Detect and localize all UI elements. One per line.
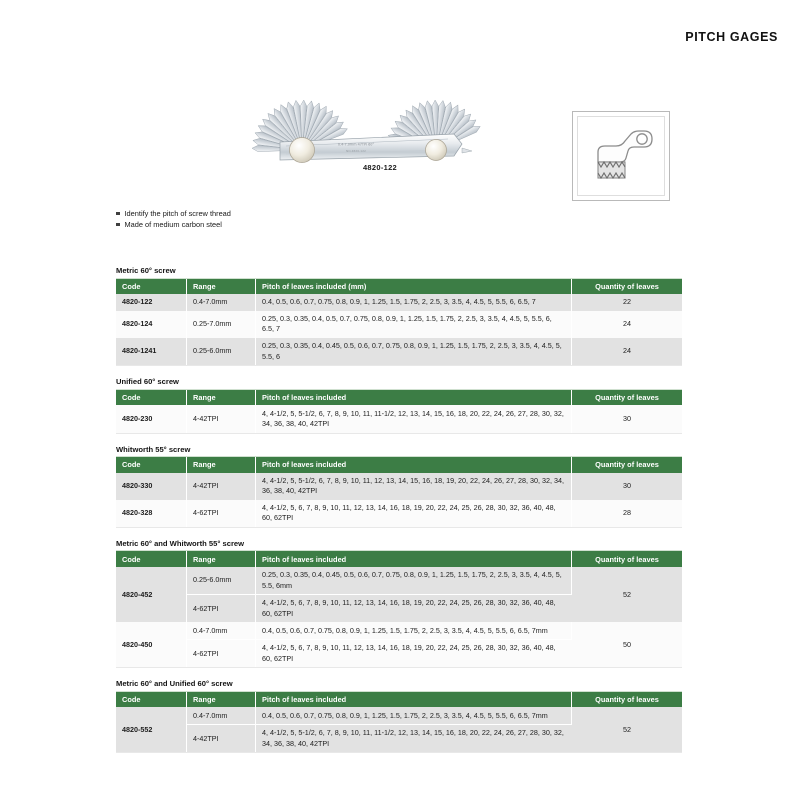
cell-code: 4820-328: [116, 500, 187, 527]
cell-quantity: 24: [572, 311, 683, 338]
cell-range: 0.4-7.0mm: [187, 294, 256, 311]
column-header-range: Range: [187, 390, 256, 406]
table-bottom-rule: [116, 365, 682, 366]
feature-bullet-list: [116, 208, 446, 230]
cell-pitch-list: 0.4, 0.5, 0.6, 0.7, 0.75, 0.8, 0.9, 1, 1.25, 1.5, 1.75, 2, 2.5, 3, 3.5, 4, 4.5, 5, 5.5, 6, 6.5, 7mm: [256, 707, 572, 724]
cell-code: 4820-230: [116, 405, 187, 432]
table-row: [116, 622, 682, 639]
cell-code: 4820-552: [116, 707, 187, 752]
thread-pitch-leaf-icon: [584, 126, 658, 186]
cell-pitch-list: 0.4, 0.5, 0.6, 0.7, 0.75, 0.8, 0.9, 1, 1.25, 1.5, 1.75, 2, 2.5, 3, 3.5, 4, 4.5, 5, 5.5, 6, 6.5, 7mm: [256, 622, 572, 639]
cell-pitch-list: 0.25, 0.3, 0.35, 0.4, 0.5, 0.7, 0.75, 0.8, 0.9, 1, 1.25, 1.5, 1.75, 2, 2.5, 3, 3.5, 4, 4.5, 5, 5.5, 6, 6.5, 7: [256, 311, 572, 338]
table-bottom-rule: [116, 527, 682, 528]
table-row: [116, 500, 682, 527]
column-header-pitch: Pitch of leaves included: [256, 551, 572, 567]
body-tip: [462, 148, 472, 153]
cell-pitch-list: 4, 4-1/2, 5, 6, 7, 8, 9, 10, 11, 12, 13, 14, 16, 18, 19, 20, 22, 24, 25, 26, 28, 30, 32, 36, 40, 48, 60, 62TPI: [256, 595, 572, 623]
column-header-pitch: Pitch of leaves included (mm): [256, 279, 572, 295]
cell-range: 4-62TPI: [187, 500, 256, 527]
list-item: [116, 208, 446, 219]
column-header-code: Code: [116, 692, 187, 708]
table-section-title: Unified 60° screw: [116, 377, 682, 390]
cell-code: 4820-124: [116, 311, 187, 338]
cell-pitch-list: 0.25, 0.3, 0.35, 0.4, 0.45, 0.5, 0.6, 0.7, 0.75, 0.8, 0.9, 1, 1.25, 1.5, 1.75, 2, 2.5, 3, 3.5, 4, 4.5, 5, 5.5, 6: [256, 338, 572, 365]
cell-code: 4820-330: [116, 473, 187, 500]
cell-pitch-list: 4, 4-1/2, 5, 6, 7, 8, 9, 10, 11, 12, 13, 14, 16, 18, 19, 20, 22, 24, 25, 26, 28, 30, 32, 36, 40, 48, 60, 62TPI: [256, 500, 572, 527]
table-section-title: Whitworth 55° screw: [116, 445, 682, 458]
cell-range: 0.25-6.0mm: [187, 567, 256, 595]
feature-icon-frame: [577, 116, 665, 196]
table-header-row: [116, 551, 682, 567]
product-image-stage: [240, 72, 520, 172]
cell-quantity: 24: [572, 338, 683, 365]
table-row: [116, 473, 682, 500]
cell-pitch-list: 0.4, 0.5, 0.6, 0.7, 0.75, 0.8, 0.9, 1, 1.25, 1.5, 1.75, 2, 2.5, 3, 3.5, 4, 4.5, 5, 5.5, 6, 6.5, 7: [256, 294, 572, 311]
column-header-qty: Quantity of leaves: [572, 457, 683, 473]
spec-table-block: [116, 445, 682, 528]
cell-range: 4-42TPI: [187, 405, 256, 432]
column-header-pitch: Pitch of leaves included: [256, 692, 572, 708]
table-section-title: Metric 60° and Unified 60° screw: [116, 679, 682, 692]
cell-code: 4820-452: [116, 567, 187, 622]
bullet-square-icon: [116, 223, 120, 227]
svg-text:0.4-7.0mm 47TPI 60°: 0.4-7.0mm 47TPI 60°: [337, 142, 375, 147]
list-item: [116, 219, 446, 230]
cell-quantity: 22: [572, 294, 683, 311]
column-header-qty: Quantity of leaves: [572, 692, 683, 708]
column-header-code: Code: [116, 551, 187, 567]
spec-table-block: [116, 679, 682, 753]
cell-pitch-list: 4, 4-1/2, 5, 5-1/2, 6, 7, 8, 9, 10, 11, 11-1/2, 12, 13, 14, 15, 16, 18, 20, 22, 24, 26, 27, 28, 30, 32, 34, 36, 38, 40, 42TPI: [256, 405, 572, 432]
cell-quantity: 50: [572, 622, 683, 667]
table-header-row: [116, 457, 682, 473]
product-caption: 4820-122: [362, 163, 398, 172]
column-header-code: Code: [116, 457, 187, 473]
feature-icon-box: [572, 111, 670, 201]
cell-code: 4820-1241: [116, 338, 187, 365]
spec-table: [116, 390, 682, 433]
table-row: [116, 405, 682, 432]
column-header-code: Code: [116, 390, 187, 406]
cell-range: 4-62TPI: [187, 595, 256, 623]
cell-range: 0.25-7.0mm: [187, 311, 256, 338]
spec-table: [116, 457, 682, 527]
cell-range: 4-42TPI: [187, 473, 256, 500]
spec-table-block: [116, 266, 682, 366]
table-row: [116, 294, 682, 311]
cell-range: 0.25-6.0mm: [187, 338, 256, 365]
cell-code: 4820-450: [116, 622, 187, 667]
table-row: [116, 707, 682, 724]
spec-table-block: [116, 377, 682, 433]
pitch-gage-illustration: [240, 72, 520, 172]
column-header-pitch: Pitch of leaves included: [256, 390, 572, 406]
column-header-code: Code: [116, 279, 187, 295]
column-header-pitch: Pitch of leaves included: [256, 457, 572, 473]
bullet-square-icon: [116, 212, 120, 216]
left-pivot-screw: [290, 138, 315, 163]
cell-code: 4820-122: [116, 294, 187, 311]
column-header-qty: Quantity of leaves: [572, 390, 683, 406]
table-section-title: Metric 60° screw: [116, 266, 682, 279]
column-header-qty: Quantity of leaves: [572, 279, 683, 295]
svg-text:NO.4820-122: NO.4820-122: [346, 149, 366, 153]
spec-tables-region: [116, 266, 682, 764]
table-header-row: [116, 692, 682, 708]
spec-table: [116, 279, 682, 366]
bullet-text: Identify the pitch of screw thread: [124, 209, 231, 218]
cell-range: 4-42TPI: [187, 725, 256, 753]
column-header-range: Range: [187, 692, 256, 708]
table-header-row: [116, 279, 682, 295]
column-header-range: Range: [187, 551, 256, 567]
cell-quantity: 52: [572, 707, 683, 752]
page-title: PITCH GAGES: [685, 30, 778, 44]
cell-pitch-list: 4, 4-1/2, 5, 6, 7, 8, 9, 10, 11, 12, 13, 14, 16, 18, 19, 20, 22, 24, 25, 26, 28, 30, 32, 36, 40, 48, 60, 62TPI: [256, 640, 572, 668]
right-pivot-screw: [426, 140, 447, 161]
cell-quantity: 28: [572, 500, 683, 527]
product-image: [240, 72, 520, 172]
spec-table: [116, 692, 682, 753]
column-header-range: Range: [187, 279, 256, 295]
column-header-range: Range: [187, 457, 256, 473]
cell-quantity: 30: [572, 405, 683, 432]
cell-pitch-list: 4, 4-1/2, 5, 5-1/2, 6, 7, 8, 9, 10, 11, 11-1/2, 12, 13, 14, 15, 16, 18, 20, 22, 24, 26, 27, 28, 30, 32, 34, 36, 38, 40, 42TPI: [256, 725, 572, 753]
cell-pitch-list: 4, 4-1/2, 5, 5-1/2, 6, 7, 8, 9, 10, 11, 12, 13, 14, 15, 16, 18, 19, 20, 22, 24, 26, 27, 28, 30, 32, 34, 36, 38, 40, 42TPI: [256, 473, 572, 500]
cell-quantity: 52: [572, 567, 683, 622]
cell-range: 0.4-7.0mm: [187, 707, 256, 724]
cell-range: 4-62TPI: [187, 640, 256, 668]
column-header-qty: Quantity of leaves: [572, 551, 683, 567]
cell-range: 0.4-7.0mm: [187, 622, 256, 639]
spec-table-block: [116, 539, 682, 668]
bullet-text: Made of medium carbon steel: [124, 220, 222, 229]
table-row: [116, 567, 682, 595]
table-bottom-rule: [116, 667, 682, 668]
cell-quantity: 30: [572, 473, 683, 500]
spec-table: [116, 551, 682, 667]
table-row: [116, 311, 682, 338]
table-header-row: [116, 390, 682, 406]
table-bottom-rule: [116, 752, 682, 753]
table-row: [116, 338, 682, 365]
table-section-title: Metric 60° and Whitworth 55° screw: [116, 539, 682, 552]
table-bottom-rule: [116, 433, 682, 434]
cell-pitch-list: 0.25, 0.3, 0.35, 0.4, 0.45, 0.5, 0.6, 0.7, 0.75, 0.8, 0.9, 1, 1.25, 1.5, 1.75, 2, 2.5, 3, 3.5, 4, 4.5, 5, 5.5, 6mm: [256, 567, 572, 595]
